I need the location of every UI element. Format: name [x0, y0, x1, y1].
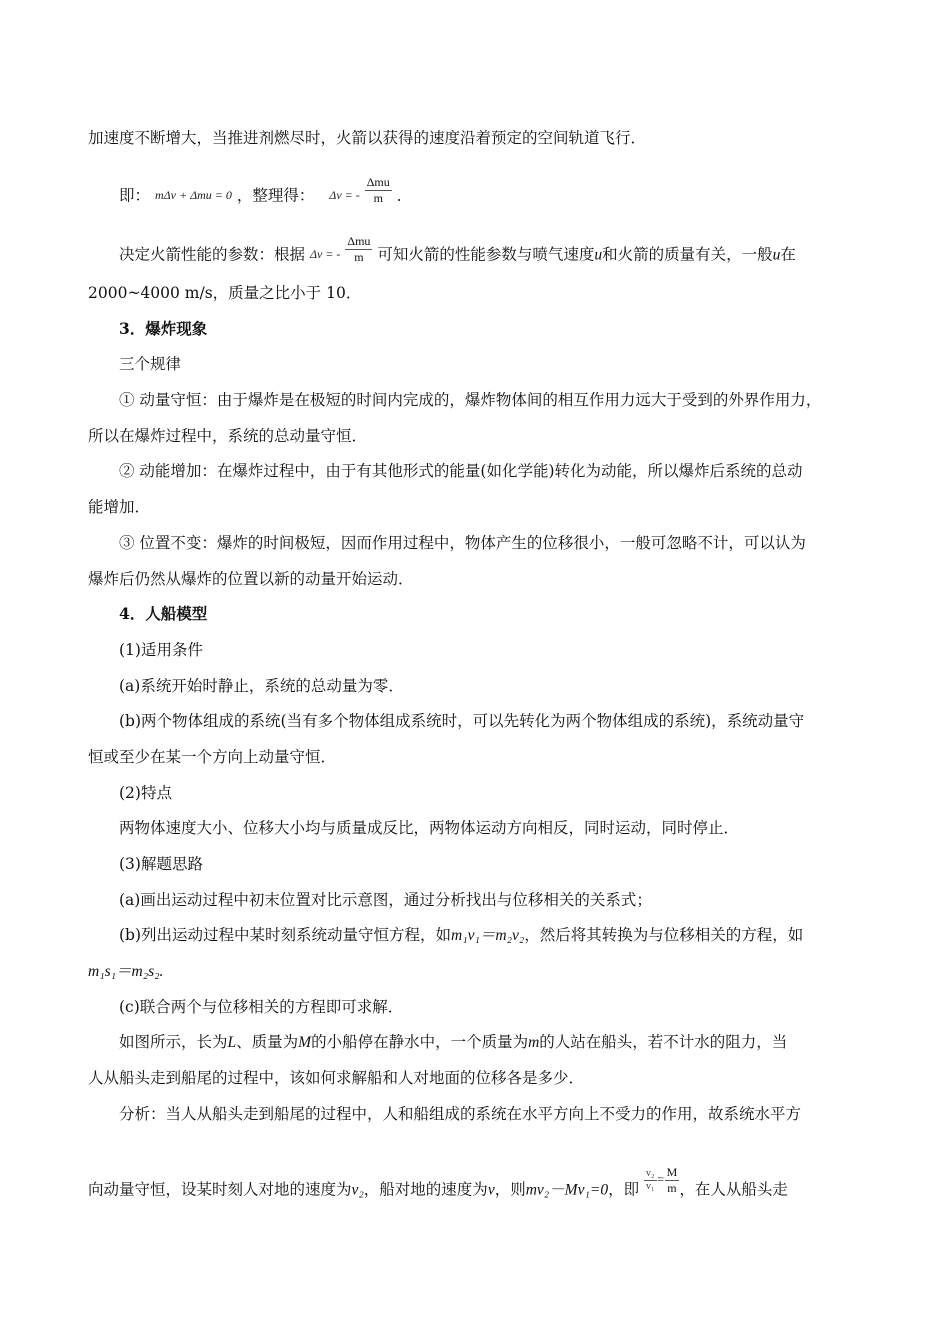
equals-sign: =: [656, 1171, 665, 1186]
formula-lhs: Δv = -: [309, 246, 341, 261]
paragraph-line: 两物体速度大小、位移大小均与质量成反比，两物体运动方向相反，同时运动，同时停止．: [119, 819, 740, 837]
paragraph-line: (2)特点: [119, 784, 172, 802]
paragraph-line: (c)联合两个与位移相关的方程即可求解．: [119, 998, 404, 1016]
velocity-ratio-fraction: $\frac{\text{v₂}}{\text{v₁}}$: [646, 1168, 655, 1192]
variable: v: [487, 1181, 495, 1199]
momentum-equation: m₁v₁＝m₂v₂: [451, 927, 525, 944]
paragraph-line: (b)列出运动过程中某时刻系统动量守恒方程，如m₁v₁＝m₂v₂，然后将其转换为与位移相关的方程，如: [119, 926, 804, 944]
formula-lhs: Δv = -: [329, 187, 360, 202]
variable: L: [227, 1034, 237, 1051]
paragraph-line: (3)解题思路: [119, 855, 203, 873]
text: 和火箭的质量有关，一般: [602, 245, 773, 264]
equation-line: [119, 175, 899, 212]
paragraph-line: 爆炸后仍然从爆炸的位置以新的动量开始运动．: [88, 570, 414, 588]
paragraph-line: 所以在爆炸过程中，系统的总动量守恒．: [88, 427, 368, 445]
text: 在: [780, 245, 796, 264]
text: 可知火箭的性能参数与喷气速度: [377, 245, 595, 264]
momentum-equation: mΔv + Δmu = 0: [154, 187, 232, 202]
variable: v₂: [351, 1181, 364, 1199]
text: ，整理得：: [236, 186, 315, 205]
paragraph-line: ③ 位置不变：爆炸的时间极短，因而作用过程中，物体产生的位移很小，一般可忽略不计，可以认为: [119, 534, 806, 552]
paragraph-line: 分析：当人从船头走到船尾的过程中，人和船组成的系统在水平方向上不受力的作用，故系统水平方: [119, 1105, 802, 1123]
paragraph-line: [88, 127, 868, 149]
paragraph-line: 恒或至少在某一个方向上动量守恒．: [88, 748, 337, 766]
paragraph-line: ① 动量守恒：由于爆炸是在极短的时间内完成的，爆炸物体间的相互作用力远大于受到的外界作用力，: [119, 391, 822, 409]
paragraph-line: (1)适用条件: [119, 641, 203, 659]
paragraph-line: (b)两个物体组成的系统(当有多个物体组成系统时，可以先转化为两个物体组成的系统)，系统动量守: [119, 712, 805, 730]
text: 2000~4000 m/s，质量之比小于 10．: [88, 284, 362, 302]
variable: u: [594, 246, 603, 264]
paragraph-line: 向动量守恒，设某时刻人对地的速度为v₂，船对地的速度为v，则mv₂－Mv₁=0，即 $\frac{\text{v₂}}{\text{v₁}}$ = $\frac{M}{m}$ ，在人从船头走: [88, 1165, 788, 1199]
variable: M: [298, 1034, 312, 1051]
paragraph-line: [88, 960, 868, 983]
formula-fraction: $\frac{\text{Δmu}}{m}$: [366, 175, 390, 205]
paragraph-line: 如图所示，长为L、质量为M的小船停在静水中，一个质量为m的人站在船头，若不计水的阻力，当: [119, 1033, 788, 1051]
variable: m: [528, 1034, 540, 1051]
section-heading: 4．人船模型: [119, 604, 208, 623]
paragraph-line: 人从船头走到船尾的过程中，该如何求解船和人对地面的位移各是多少．: [88, 1069, 585, 1087]
momentum-equation: mv₂－Mv₁=0: [525, 1181, 609, 1199]
paragraph-line: 能增加．: [88, 498, 151, 516]
text: 加速度不断增大，当推进剂燃尽时，火箭以获得的速度沿着预定的空间轨道飞行．: [88, 129, 647, 147]
paragraph-line: (a)画出运动过程中初末位置对比示意图，通过分析找出与位移相关的关系式；: [119, 891, 652, 909]
mass-ratio-fraction: $\frac{M}{m}$: [666, 1165, 678, 1195]
variable: u: [772, 246, 781, 264]
section-heading: 3．爆炸现象: [119, 319, 208, 338]
paragraph-line: [88, 282, 868, 304]
paragraph-line: ② 动能增加：在爆炸过程中，由于有其他形式的能量(如化学能)转化为动能，所以爆炸后系统的总动: [119, 462, 803, 480]
text: 即：: [119, 186, 151, 205]
displacement-equation: m₁s₁＝m₂s₂.: [88, 963, 164, 980]
paragraph-line: 三个规律: [119, 355, 182, 373]
paragraph-line: [119, 234, 868, 271]
paragraph-line: (a)系统开始时静止，系统的总动量为零．: [119, 677, 404, 695]
formula-fraction: $\frac{\text{Δmu}}{m}$: [347, 234, 371, 264]
text: ．: [396, 186, 413, 205]
text: 决定火箭性能的参数：根据: [119, 245, 306, 264]
